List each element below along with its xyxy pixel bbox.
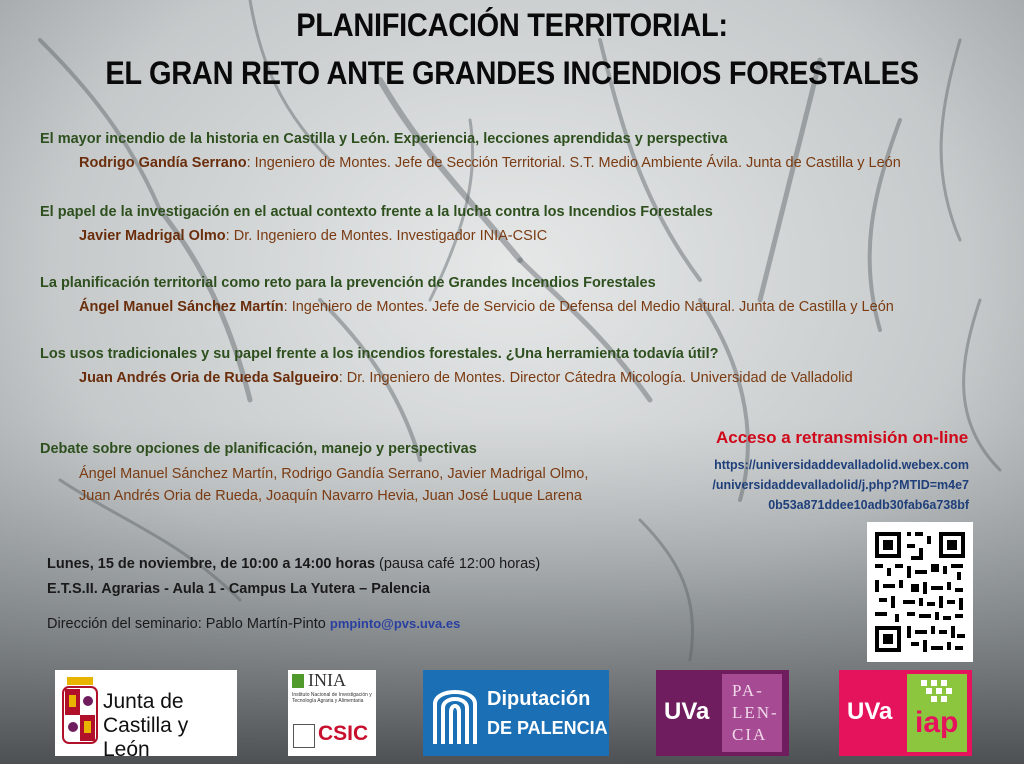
- talk-speaker: [79, 299, 894, 315]
- junta-castilla-leon-logo: [55, 670, 237, 761]
- talk-speaker: [79, 155, 901, 171]
- talk-title: La planificación territorial como reto para la prevención de Grandes Incendios Forestales: [40, 275, 656, 291]
- iap-panel: [907, 674, 967, 752]
- diputacion-palencia-logo: [423, 670, 609, 756]
- palencia-line-1: PA-: [732, 681, 764, 700]
- speaker-name: Rodrigo Gandía Serrano: [79, 155, 247, 171]
- speaker-name: Javier Madrigal Olmo: [79, 228, 226, 244]
- talk-speaker: [79, 370, 853, 386]
- qr-code-image: [867, 522, 973, 662]
- speaker-name: Ángel Manuel Sánchez Martín: [79, 299, 284, 315]
- diputacion-line-1: Diputación: [487, 688, 591, 710]
- iap-label: iap: [915, 706, 959, 739]
- speaker-role: : Ingeniero de Montes. Jefe de Servicio de Defensa del Medio Natural. Junta de Castilla y León: [283, 299, 894, 315]
- debate-participants: [79, 463, 588, 507]
- talk-title: Los usos tradicionales y su papel frente a los incendios forestales. ¿Una herramienta todavía útil?: [40, 346, 719, 362]
- uva-label-2: UVa: [847, 698, 893, 725]
- event-location: E.T.S.II. Agrarias - Aula 1 - Campus La Yutera – Palencia: [47, 581, 431, 597]
- leaf-icon: [292, 674, 304, 688]
- stream-url-line-2[interactable]: /universidaddevalladolid/j.php?MTID=m4e7: [712, 478, 969, 492]
- seminar-direction: [47, 616, 460, 632]
- event-date-main: Lunes, 15 de noviembre, de 10:00 a 14:00 horas: [47, 556, 376, 572]
- diputacion-line-2: DE PALENCIA: [487, 718, 608, 738]
- inia-subtitle: Instituto Nacional de Investigación y Tecnología Agraria y Alimentaria: [292, 692, 372, 704]
- event-date: [47, 556, 540, 572]
- inia-csic-logo: [288, 670, 376, 756]
- palencia-line-3: CIA: [732, 725, 768, 744]
- palencia-panel: [722, 674, 782, 752]
- jcyl-line-2: Castilla y León: [103, 714, 189, 761]
- direction-label: Dirección del seminario: Pablo Martín-Pinto: [47, 616, 330, 632]
- speaker-role: : Dr. Ingeniero de Montes. Investigador INIA-CSIC: [225, 228, 548, 244]
- stream-url-line-3[interactable]: 0b53a871ddee10adb30fab6a738bf: [768, 498, 969, 512]
- pixel-grid-icon: [907, 678, 967, 708]
- poster-title-line-2: EL GRAN RETO ANTE GRANDES INCENDIOS FORESTALES: [105, 56, 919, 92]
- arch-icon: [429, 678, 481, 748]
- contact-email-link[interactable]: pmpinto@pvs.uva.es: [329, 616, 461, 631]
- jcyl-name: [103, 690, 237, 762]
- debate-names-line-1: Ángel Manuel Sánchez Martín, Rodrigo Gandía Serrano, Javier Madrigal Olmo,: [79, 466, 589, 482]
- speaker-role: : Ingeniero de Montes. Jefe de Sección Territorial. S.T. Medio Ambiente Ávila. Junta de Castilla y León: [246, 155, 901, 171]
- coat-of-arms-icon: [61, 677, 99, 749]
- talk-speaker: [79, 228, 547, 244]
- stream-access-title: Acceso a retransmisión on-line: [716, 428, 969, 447]
- poster-title-line-1: PLANIFICACIÓN TERRITORIAL:: [296, 8, 728, 44]
- jcyl-line-1: Junta de: [103, 690, 184, 713]
- talk-title: El papel de la investigación en el actual contexto frente a la lucha contra los Incendios Forestales: [40, 204, 713, 220]
- uva-label: UVa: [664, 698, 710, 725]
- debate-names-line-2: Juan Andrés Oria de Rueda, Joaquín Navarro Hevia, Juan José Luque Larena: [79, 488, 582, 504]
- palencia-text: [732, 680, 779, 746]
- uva-palencia-logo: [656, 670, 789, 756]
- stream-url-line-1[interactable]: https://universidaddevalladolid.webex.com: [714, 458, 969, 472]
- uva-iap-logo: [839, 670, 972, 756]
- csic-emblem-icon: [293, 724, 315, 748]
- speaker-name: Juan Andrés Oria de Rueda Salgueiro: [79, 370, 339, 386]
- talk-title: El mayor incendio de la historia en Castilla y León. Experiencia, lecciones aprendidas y perspectiva: [40, 131, 728, 147]
- speaker-role: : Dr. Ingeniero de Montes. Director Cátedra Micología. Universidad de Valladolid: [338, 370, 853, 386]
- inia-label: INIA: [308, 670, 346, 690]
- qr-code[interactable]: [867, 522, 973, 662]
- event-date-extra: (pausa café 12:00 horas): [375, 556, 541, 572]
- palencia-line-2: LEN-: [732, 703, 779, 722]
- debate-title: Debate sobre opciones de planificación, manejo y perspectivas: [40, 441, 477, 457]
- csic-label: CSIC: [318, 722, 369, 745]
